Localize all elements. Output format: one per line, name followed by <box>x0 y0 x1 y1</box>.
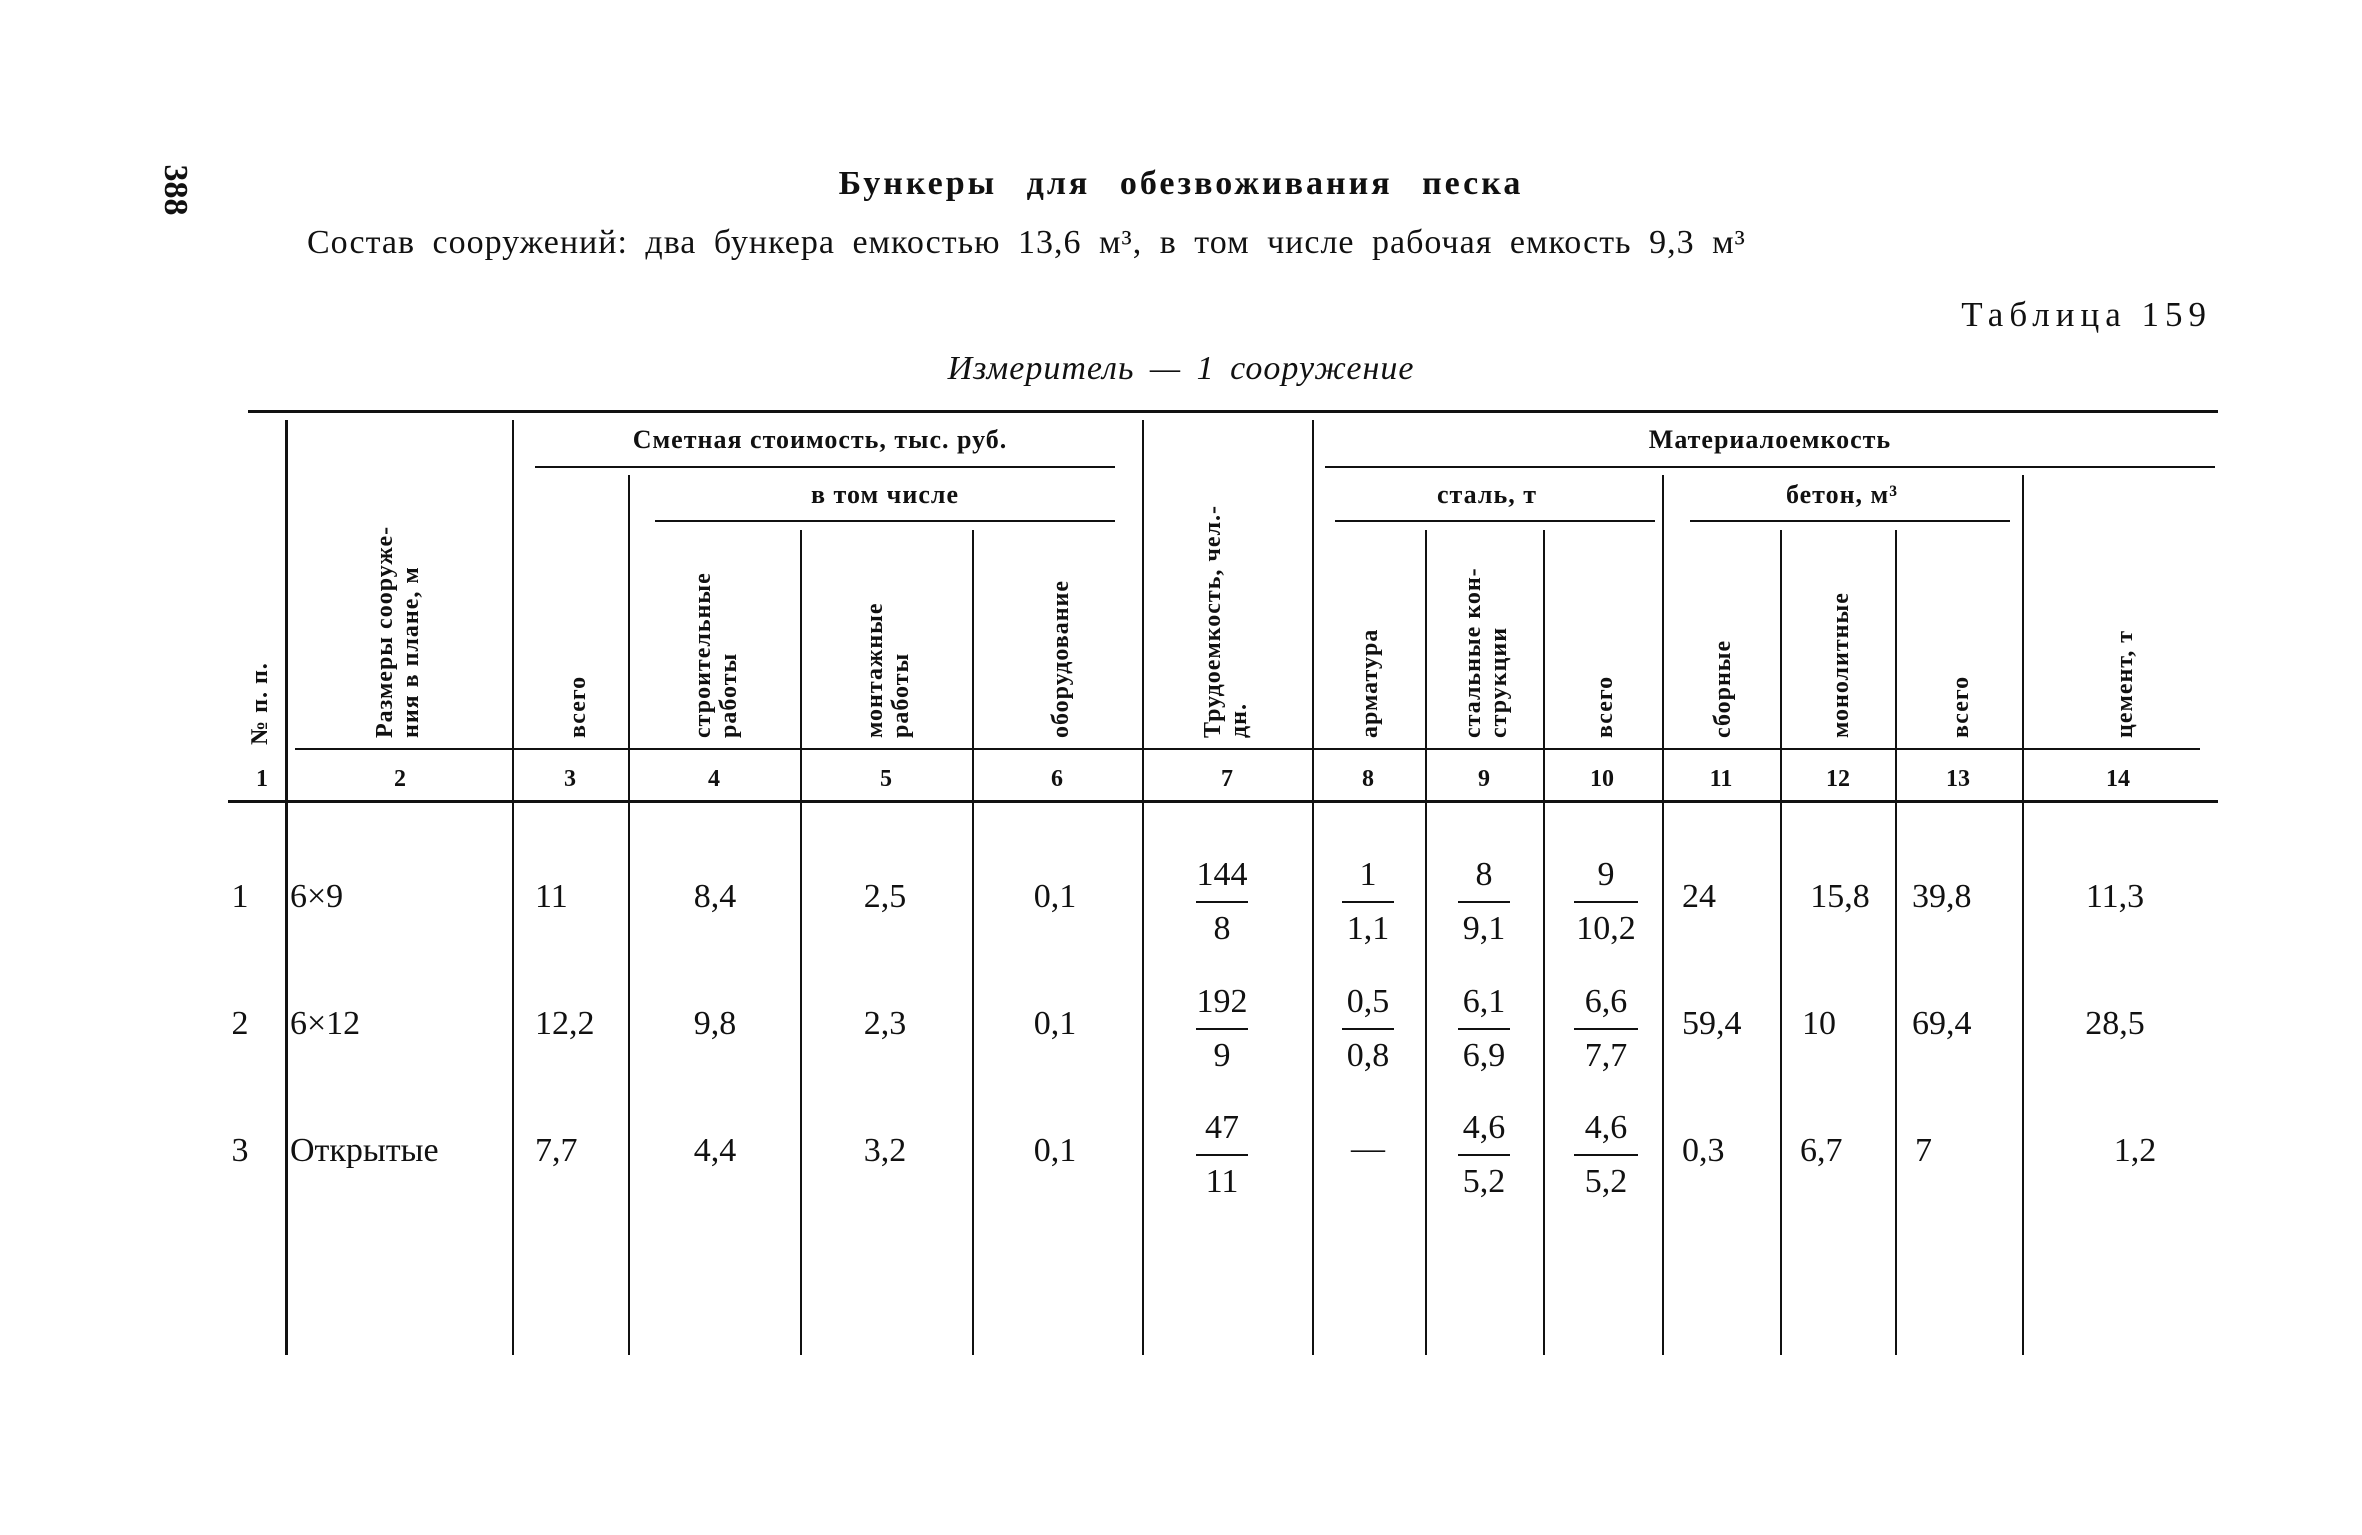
col-rule <box>1312 420 1314 1355</box>
row-steel-structures <box>1444 1108 1524 1202</box>
col-rule <box>1425 530 1427 1355</box>
table-top-rule <box>248 410 2218 413</box>
page-number: 388 <box>157 164 194 216</box>
header-steel-total: всего <box>1592 675 1618 738</box>
row-total: 7,7 <box>535 1132 578 1169</box>
col-rule <box>800 530 802 1355</box>
col-rule <box>1780 530 1782 1355</box>
col-number: 1 <box>256 766 268 792</box>
col-rule <box>1543 530 1545 1355</box>
row-mounting: 2,3 <box>863 1005 907 1042</box>
header-bottom-rule <box>295 748 2200 750</box>
row-steel-total <box>1560 855 1652 949</box>
col-number: 8 <box>1362 766 1374 792</box>
numerator: 4,6 <box>1462 1109 1506 1146</box>
header-mounting: монтажные работы <box>862 602 914 738</box>
material-rule <box>1325 466 2215 468</box>
header-cement: цемент, т <box>2112 629 2138 738</box>
denominator: 6,9 <box>1462 1037 1506 1074</box>
header-steel: сталь, т <box>1437 480 1537 509</box>
row-equipment: 0,1 <box>1033 1132 1077 1169</box>
row-labor <box>1182 982 1262 1076</box>
measure-unit: Измеритель — 1 сооружение <box>947 350 1415 387</box>
col-number: 6 <box>1051 766 1063 792</box>
row-armature: — <box>1351 1130 1385 1167</box>
denominator: 0,8 <box>1346 1037 1390 1074</box>
header-armature: арматура <box>1357 628 1383 738</box>
row-armature <box>1328 855 1408 949</box>
row-construction: 9,8 <box>693 1005 737 1042</box>
col-rule <box>628 475 630 1355</box>
row-construction: 4,4 <box>693 1132 737 1169</box>
header-concrete: бетон, м³ <box>1785 480 1899 509</box>
incl-rule <box>655 520 1115 522</box>
row-cement: 28,5 <box>2085 1005 2145 1042</box>
row-labor <box>1182 855 1262 949</box>
header-cost: Сметная стоимость, тыс. руб. <box>632 425 1008 454</box>
col-rule <box>972 530 974 1355</box>
denominator: 7,7 <box>1584 1037 1628 1074</box>
row-armature <box>1328 982 1408 1076</box>
header-size: Размеры сооруже- ния в плане, м <box>372 525 424 738</box>
row-steel-structures <box>1444 855 1524 949</box>
numerator: 47 <box>1205 1109 1239 1146</box>
row-size: 6×12 <box>290 1005 361 1042</box>
header-steel-structures: стальные кон- струкции <box>1460 567 1512 738</box>
row-number: 3 <box>231 1132 249 1169</box>
denominator: 5,2 <box>1462 1163 1506 1200</box>
row-precast: 0,3 <box>1682 1132 1725 1169</box>
row-labor <box>1182 1108 1262 1202</box>
header-concrete-total: всего <box>1948 675 1974 738</box>
row-monolith: 10 <box>1802 1005 1836 1042</box>
col-rule <box>1895 530 1897 1355</box>
row-concrete-total: 69,4 <box>1912 1005 1972 1042</box>
numerator: 6,1 <box>1462 983 1506 1020</box>
header-precast: сборные <box>1710 639 1736 738</box>
numerator: 1 <box>1359 856 1377 893</box>
row-steel-total <box>1560 1108 1652 1202</box>
col-rule <box>2022 475 2024 1355</box>
col-rule <box>285 420 288 1355</box>
col-number: 11 <box>1709 766 1733 792</box>
row-number: 2 <box>231 1005 249 1042</box>
row-total: 12,2 <box>535 1005 595 1042</box>
col-number: 3 <box>564 766 576 792</box>
denominator: 9 <box>1213 1037 1231 1074</box>
row-construction: 8,4 <box>693 878 737 915</box>
col-number: 2 <box>394 766 406 792</box>
header-total: всего <box>565 675 591 738</box>
header-monolith: монолитные <box>1828 592 1854 738</box>
numerator: 192 <box>1196 983 1248 1020</box>
row-concrete-total: 39,8 <box>1912 878 1972 915</box>
col-number: 4 <box>708 766 720 792</box>
col-number: 7 <box>1221 766 1233 792</box>
col-number: 14 <box>2106 766 2130 792</box>
col-rule <box>1662 475 1664 1355</box>
row-precast: 59,4 <box>1682 1005 1742 1042</box>
row-cement: 1,2 <box>2113 1132 2157 1169</box>
row-equipment: 0,1 <box>1033 878 1077 915</box>
row-size: 6×9 <box>290 878 344 915</box>
row-concrete-total: 7 <box>1915 1132 1932 1169</box>
numerator: 144 <box>1196 856 1248 893</box>
denominator: 1,1 <box>1346 910 1390 947</box>
col-number: 13 <box>1946 766 1970 792</box>
denominator: 8 <box>1213 910 1231 947</box>
row-steel-structures <box>1444 982 1524 1076</box>
numerator: 0,5 <box>1346 983 1390 1020</box>
header-num: № п. п. <box>247 662 273 745</box>
page-title: Бункеры для обезвоживания песка <box>838 165 1524 202</box>
row-mounting: 2,5 <box>863 878 907 915</box>
numbers-bottom-rule <box>228 800 2218 803</box>
row-total: 11 <box>535 878 568 915</box>
col-number: 10 <box>1590 766 1614 792</box>
numerator: 9 <box>1597 856 1615 893</box>
row-cement: 11,3 <box>2085 878 2145 915</box>
col-number: 12 <box>1826 766 1850 792</box>
denominator: 9,1 <box>1462 910 1506 947</box>
denominator: 10,2 <box>1576 910 1636 947</box>
row-monolith: 15,8 <box>1810 878 1870 915</box>
col-rule <box>512 420 514 1355</box>
row-equipment: 0,1 <box>1033 1005 1077 1042</box>
row-precast: 24 <box>1682 878 1716 915</box>
row-monolith: 6,7 <box>1800 1132 1843 1169</box>
denominator: 5,2 <box>1584 1163 1628 1200</box>
header-labor: Трудоемкость, чел.- дн. <box>1200 504 1252 738</box>
concrete-rule <box>1690 520 2010 522</box>
col-rule <box>1142 420 1144 1355</box>
table-number: Таблица 159 <box>1961 295 2212 334</box>
steel-rule <box>1335 520 1655 522</box>
row-steel-total <box>1560 982 1652 1076</box>
row-size: Открытые <box>290 1132 439 1169</box>
col-number: 5 <box>880 766 892 792</box>
numerator: 4,6 <box>1584 1109 1628 1146</box>
row-mounting: 3,2 <box>863 1132 907 1169</box>
header-construction: строительные работы <box>690 572 742 738</box>
subtitle: Состав сооружений: два бункера емкостью 13,6 м³, в том числе рабочая емкость 9,3 м³ <box>307 224 1746 261</box>
header-equipment: оборудование <box>1048 579 1074 738</box>
denominator: 11 <box>1205 1163 1239 1200</box>
col-number: 9 <box>1478 766 1490 792</box>
cost-rule <box>535 466 1115 468</box>
numerator: 6,6 <box>1584 983 1628 1020</box>
numerator: 8 <box>1475 856 1493 893</box>
header-material: Материалоемкость <box>1648 425 1892 454</box>
header-incl: в том числе <box>811 480 959 509</box>
row-number: 1 <box>231 878 249 915</box>
